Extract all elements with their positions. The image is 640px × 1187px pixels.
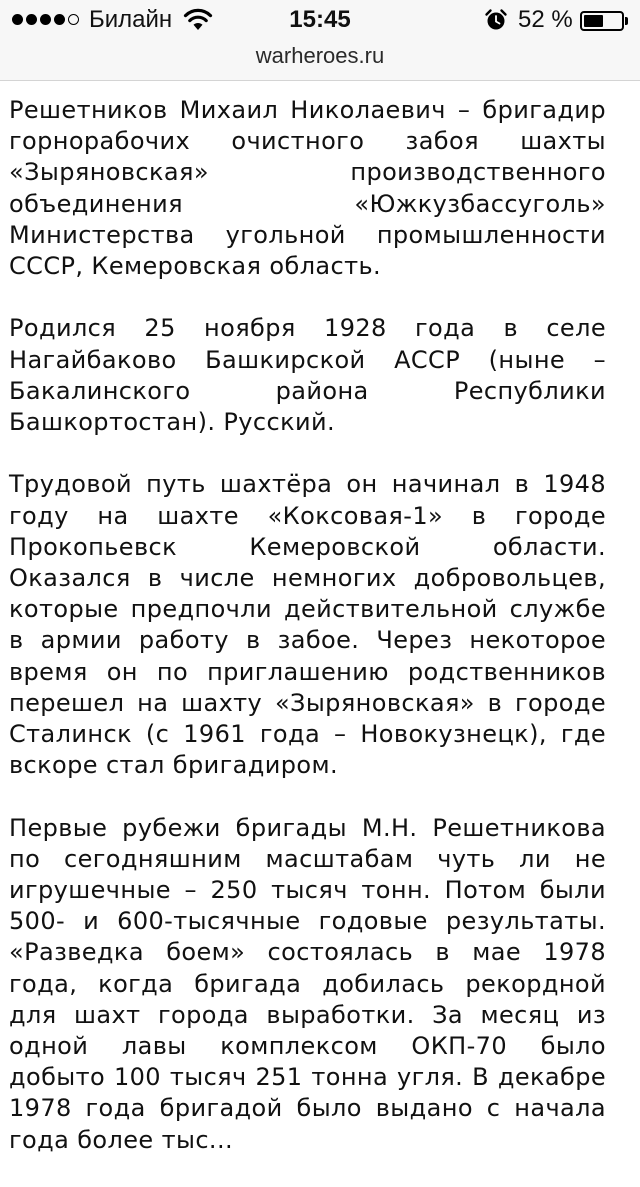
battery-percentage: 52 %: [518, 6, 573, 33]
article-paragraph: Родился 25 ноября 1928 года в селе Нагайбаково Башкирской АССР (ныне – Бакалинского района Республики Башкортостан). Русский.: [9, 314, 606, 437]
article-paragraph: Первые рубежи бригады М.Н. Решетникова по сегодняшним масштабам чуть ли не игрушечные – 250 тысяч тонн. Потом были 500- и 600-тысячные годовые результаты. «Разведка боем» состоялась в мае 1978 года, когда бригада добилась рекордной для шахт города выработки. За месяц из одной лавы комплексом ОКП-70 было добыто 100 тысяч 251 тонна угля. В декабре 1978 года бригадой было выдано с начала года более тыс...: [9, 813, 606, 1154]
alarm-clock-icon: [484, 8, 508, 32]
carrier-name: Билайн: [89, 6, 173, 33]
status-bar: [0, 0, 640, 40]
article-paragraph: Трудовой путь шахтёра он начинал в 1948 году на шахте «Коксовая-1» в городе Прокопьевск Кемеровской области. Оказался в числе немногих добровольцев, которые предпочли действительной службе в армии работу в забое. Через некоторое время он по приглашению родственников перешел на шахту «Зыряновская» в городе Сталинск (с 1961 года – Новокузнецк), где вскоре стал бригадиром.: [9, 470, 606, 780]
battery-tip: [625, 17, 628, 25]
battery-level-fill: [584, 15, 603, 27]
article-body: [9, 95, 606, 1187]
battery-icon: [580, 11, 624, 31]
browser-top-bar: [0, 0, 640, 81]
status-time: 15:45: [289, 6, 351, 33]
address-bar[interactable]: warheroes.ru: [255, 43, 385, 68]
article-paragraph: Решетников Михаил Николаевич – бригадир горнорабочих очистного забоя шахты «Зыряновская» производственного объединения «Южкузбассуголь» Министерства угольной промышленности СССР, Кемеровская область.: [9, 96, 606, 281]
